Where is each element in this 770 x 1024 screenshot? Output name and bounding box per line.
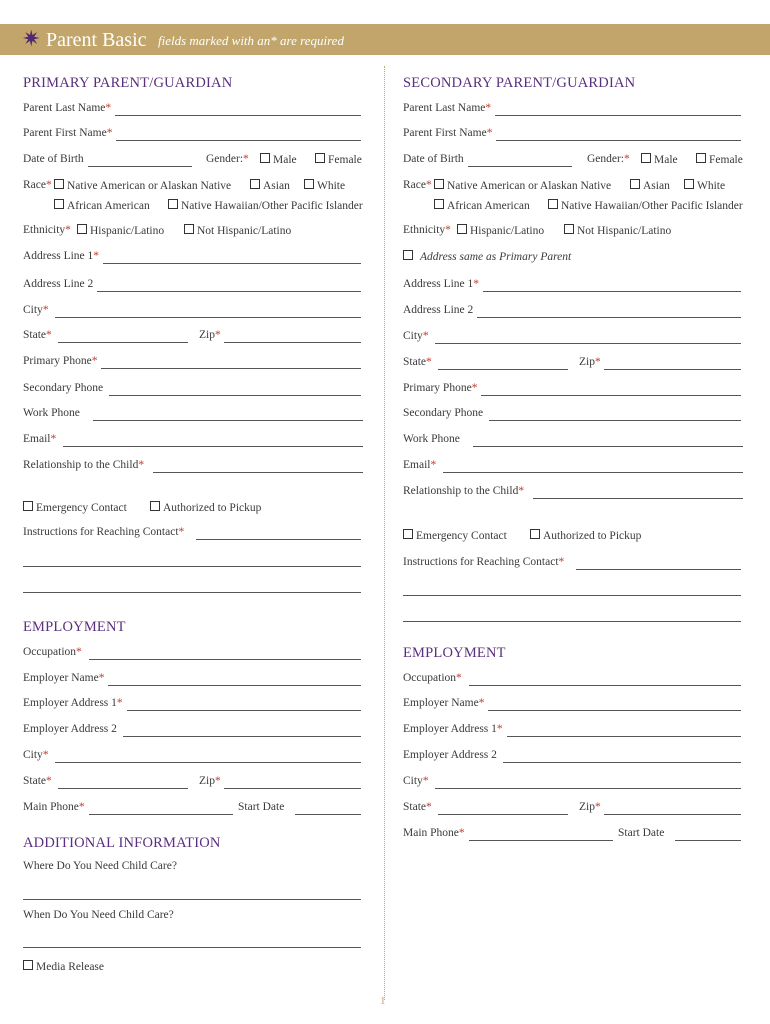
secondary-phone-field[interactable] xyxy=(109,395,361,396)
email-label: Email xyxy=(403,459,431,471)
occupation-label: Occupation xyxy=(403,672,457,684)
secondary-employer-city-row: City* xyxy=(403,775,745,793)
relationship-row: Relationship to the Child* xyxy=(23,459,365,477)
when-line xyxy=(23,934,365,952)
secondary-address1-field[interactable] xyxy=(483,291,741,292)
african-american-label: African American xyxy=(67,200,150,212)
address1-label: Address Line 1 xyxy=(23,250,94,262)
relationship-label: Relationship to the Child xyxy=(23,459,139,471)
employer-name-label: Employer Name xyxy=(23,672,99,684)
secondary-employer-address1-field[interactable] xyxy=(507,736,741,737)
primary-phone-field[interactable] xyxy=(101,368,361,369)
native-hawaiian-label: Native Hawaiian/Other Pacific Islander xyxy=(561,200,743,212)
employer-state-label: State xyxy=(403,801,426,813)
secondary-ethnicity-row: Ethnicity* Hispanic/Latino Not Hispanic/Latino xyxy=(403,224,672,237)
instructions-field[interactable] xyxy=(196,539,361,540)
white-checkbox[interactable] xyxy=(304,179,345,192)
where-row xyxy=(23,860,365,878)
zip-field[interactable] xyxy=(224,342,361,343)
secondary-primary-phone-field[interactable] xyxy=(481,395,741,396)
secondary-address2-row xyxy=(403,304,745,322)
white-label: White xyxy=(697,180,726,192)
dob-field[interactable] xyxy=(88,166,192,167)
secondary-occupation-field[interactable] xyxy=(469,685,741,686)
instructions-label: Instructions for Reaching Contact xyxy=(403,556,559,568)
relationship-field[interactable] xyxy=(153,472,363,473)
city-label: City xyxy=(23,304,43,316)
employer-state-field[interactable] xyxy=(58,788,188,789)
email-row: Email* xyxy=(23,433,365,451)
secondary-email-field[interactable] xyxy=(443,472,743,473)
secondary-employer-city-field[interactable] xyxy=(435,788,741,789)
email-field[interactable] xyxy=(63,446,363,447)
race-label: Race xyxy=(23,179,46,191)
gender-label: Gender: xyxy=(206,153,244,165)
employer-state-zip-row: State* Zip* xyxy=(23,775,365,793)
secondary-instructions-field[interactable] xyxy=(576,569,741,570)
female-label: Female xyxy=(328,154,362,166)
secondary-hispanic-checkbox[interactable] xyxy=(457,224,544,237)
city-label: City xyxy=(403,330,423,342)
native-american-label: Native American or Alaskan Native xyxy=(447,180,612,192)
not-hispanic-checkbox[interactable] xyxy=(184,224,291,237)
employer-city-row: City* xyxy=(23,749,365,767)
employer-address2-label: Employer Address 2 xyxy=(23,723,117,735)
employer-city-field[interactable] xyxy=(55,762,361,763)
last-name-label: Parent Last Name xyxy=(403,102,486,114)
address2-field[interactable] xyxy=(97,291,361,292)
secondary-phone-label: Secondary Phone xyxy=(23,382,104,394)
secondary-employer-address2-field[interactable] xyxy=(503,762,741,763)
secondary-male-checkbox[interactable] xyxy=(641,153,678,166)
secondary-instructions-row: Instructions for Reaching Contact* xyxy=(403,556,745,574)
emergency-contact-checkbox[interactable] xyxy=(23,501,127,514)
address1-label: Address Line 1 xyxy=(403,278,474,290)
asian-label: Asian xyxy=(263,180,290,192)
secondary-white-checkbox[interactable] xyxy=(684,179,725,192)
instructions-line-3 xyxy=(23,579,365,597)
employer-address1-label: Employer Address 1 xyxy=(23,697,117,709)
primary-city-row: City* xyxy=(23,304,365,322)
primary-race-row: Race* Native American or Alaskan Native Asian White xyxy=(23,179,346,192)
page-number: 1 xyxy=(380,995,386,1007)
main-phone-row: Main Phone* Start Date xyxy=(23,801,365,819)
first-name-field[interactable] xyxy=(116,140,361,141)
when-label: When Do You Need Child Care? xyxy=(23,909,174,921)
zip-label: Zip xyxy=(199,329,215,341)
emergency-contact-label: Emergency Contact xyxy=(36,502,127,514)
main-phone-field[interactable] xyxy=(89,814,233,815)
race-label: Race xyxy=(403,179,426,191)
dob-label: Date of Birth xyxy=(23,153,84,165)
column-divider xyxy=(384,66,385,1000)
instructions-field-2[interactable] xyxy=(23,566,361,567)
same-address-checkbox[interactable] xyxy=(403,250,571,263)
secondary-main-phone-field[interactable] xyxy=(469,840,613,841)
secondary-secondary-phone-field[interactable] xyxy=(489,420,741,421)
secondary-relationship-field[interactable] xyxy=(533,498,743,499)
employer-state-label: State xyxy=(23,775,46,787)
additional-heading: ADDITIONAL INFORMATION xyxy=(23,835,221,851)
primary-phone-label: Primary Phone xyxy=(403,382,472,394)
secondary-phone-label: Secondary Phone xyxy=(403,407,484,419)
same-address-label: Address same as Primary Parent xyxy=(420,251,572,263)
secondary-primary-phone-row: Primary Phone* xyxy=(403,382,745,400)
authorized-pickup-label: Authorized to Pickup xyxy=(543,530,642,542)
state-label: State xyxy=(23,329,46,341)
secondary-start-date-field[interactable] xyxy=(675,840,741,841)
main-phone-label: Main Phone xyxy=(23,801,79,813)
secondary-asian-checkbox[interactable] xyxy=(630,179,670,192)
hispanic-label: Hispanic/Latino xyxy=(90,225,165,237)
employer-city-label: City xyxy=(23,749,43,761)
secondary-phone-row xyxy=(23,382,365,400)
employer-name-row: Employer Name* xyxy=(23,672,365,690)
secondary-email-row: Email* xyxy=(403,459,745,477)
work-phone-label: Work Phone xyxy=(403,433,460,445)
primary-address1-row: Address Line 1* xyxy=(23,250,365,268)
ethnicity-label: Ethnicity xyxy=(403,224,446,236)
primary-phone-label: Primary Phone xyxy=(23,355,92,367)
secondary-employer-address1-row: Employer Address 1* xyxy=(403,723,745,741)
secondary-first-name-field[interactable] xyxy=(496,140,741,141)
address2-label: Address Line 2 xyxy=(23,278,94,290)
instructions-line-2 xyxy=(23,553,365,571)
required-note: fields marked with an* are required xyxy=(158,33,344,48)
secondary-last-name-row: Parent Last Name* xyxy=(403,102,745,120)
secondary-race-row: Race* Native American or Alaskan Native Asian White xyxy=(403,179,726,192)
secondary-address2-field[interactable] xyxy=(477,317,741,318)
occupation-row: Occupation* xyxy=(23,646,365,664)
media-release-checkbox[interactable] xyxy=(23,960,104,973)
start-date-label: Start Date xyxy=(238,801,285,813)
first-name-label: Parent First Name xyxy=(403,127,487,139)
secondary-instructions-line-3 xyxy=(403,608,745,626)
native-american-label: Native American or Alaskan Native xyxy=(67,180,232,192)
secondary-employer-zip-field[interactable] xyxy=(604,814,741,815)
female-label: Female xyxy=(709,154,743,166)
secondary-employment-heading: EMPLOYMENT xyxy=(403,645,506,661)
primary-race-row-2 xyxy=(23,199,365,217)
employer-zip-field[interactable] xyxy=(224,788,361,789)
asian-checkbox[interactable] xyxy=(250,179,290,192)
primary-ethnicity-row: Ethnicity* Hispanic/Latino Not Hispanic/Latino xyxy=(23,224,292,237)
email-label: Email xyxy=(23,433,51,445)
first-name-label: Parent First Name xyxy=(23,127,107,139)
secondary-employer-name-field[interactable] xyxy=(488,710,741,711)
form-banner xyxy=(0,24,770,55)
contact-options-row xyxy=(23,501,365,519)
primary-state-zip-row: State* Zip* xyxy=(23,329,365,347)
male-label: Male xyxy=(273,154,297,166)
secondary-state-field[interactable] xyxy=(438,369,568,370)
secondary-instructions-field-2[interactable] xyxy=(403,595,741,596)
secondary-native-hawaiian-checkbox[interactable] xyxy=(548,199,743,212)
last-name-label: Parent Last Name xyxy=(23,102,106,114)
dob-label: Date of Birth xyxy=(403,153,464,165)
native-american-checkbox[interactable] xyxy=(54,179,231,192)
secondary-last-name-field[interactable] xyxy=(495,115,741,116)
instructions-field-3[interactable] xyxy=(23,592,361,593)
employer-city-label: City xyxy=(403,775,423,787)
secondary-employer-state-zip-row: State* Zip* xyxy=(403,801,745,819)
state-field[interactable] xyxy=(58,342,188,343)
secondary-first-name-row: Parent First Name* xyxy=(403,127,745,145)
female-checkbox[interactable] xyxy=(315,153,362,166)
occupation-label: Occupation xyxy=(23,646,77,658)
gender-label: Gender: xyxy=(587,153,625,165)
secondary-authorized-pickup-checkbox[interactable] xyxy=(530,529,641,542)
relationship-label: Relationship to the Child xyxy=(403,485,519,497)
primary-first-name-row: Parent First Name* xyxy=(23,127,365,145)
secondary-female-checkbox[interactable] xyxy=(696,153,743,166)
main-phone-label: Main Phone xyxy=(403,827,459,839)
secondary-native-american-checkbox[interactable] xyxy=(434,179,611,192)
secondary-employer-address2-row xyxy=(403,749,745,767)
authorized-pickup-checkbox[interactable] xyxy=(150,501,261,514)
when-field[interactable] xyxy=(23,947,361,948)
primary-heading: PRIMARY PARENT/GUARDIAN xyxy=(23,75,233,91)
not-hispanic-label: Not Hispanic/Latino xyxy=(577,225,672,237)
secondary-instructions-line-2 xyxy=(403,582,745,600)
employer-name-label: Employer Name xyxy=(403,697,479,709)
address1-field[interactable] xyxy=(103,263,361,264)
secondary-dob-field[interactable] xyxy=(468,166,572,167)
start-date-label: Start Date xyxy=(618,827,665,839)
emergency-contact-label: Emergency Contact xyxy=(416,530,507,542)
where-label: Where Do You Need Child Care? xyxy=(23,860,177,872)
secondary-secondary-phone-row xyxy=(403,407,745,425)
form-title: Parent Basic xyxy=(46,29,147,51)
occupation-field[interactable] xyxy=(89,659,361,660)
last-name-field[interactable] xyxy=(115,115,361,116)
secondary-african-american-checkbox[interactable] xyxy=(434,199,530,212)
secondary-employer-name-row: Employer Name* xyxy=(403,697,745,715)
secondary-contact-options-row xyxy=(403,529,745,547)
secondary-occupation-row: Occupation* xyxy=(403,672,745,690)
ethnicity-label: Ethnicity xyxy=(23,224,66,236)
employer-zip-label: Zip xyxy=(199,775,215,787)
start-date-field[interactable] xyxy=(295,814,361,815)
city-field[interactable] xyxy=(55,317,361,318)
secondary-instructions-field-3[interactable] xyxy=(403,621,741,622)
primary-employment-heading: EMPLOYMENT xyxy=(23,619,126,635)
secondary-relationship-row: Relationship to the Child* xyxy=(403,485,745,503)
secondary-city-row: City* xyxy=(403,330,745,348)
primary-dob-row: Date of Birth Gender:* Male Female xyxy=(23,153,362,166)
employer-address2-field[interactable] xyxy=(123,736,361,737)
primary-address2-row xyxy=(23,278,365,296)
authorized-pickup-label: Authorized to Pickup xyxy=(163,502,262,514)
when-row xyxy=(23,909,365,927)
employer-address1-field[interactable] xyxy=(127,710,361,711)
secondary-address1-row: Address Line 1* xyxy=(403,278,745,296)
instructions-label: Instructions for Reaching Contact xyxy=(23,526,179,538)
secondary-not-hispanic-checkbox[interactable] xyxy=(564,224,671,237)
primary-phone-row: Primary Phone* xyxy=(23,355,365,373)
secondary-heading: SECONDARY PARENT/GUARDIAN xyxy=(403,75,636,91)
secondary-state-zip-row: State* Zip* xyxy=(403,356,745,374)
address2-label: Address Line 2 xyxy=(403,304,474,316)
state-label: State xyxy=(403,356,426,368)
secondary-dob-row: Date of Birth Gender:* Male Female xyxy=(403,153,743,166)
secondary-work-phone-row xyxy=(403,433,745,451)
male-checkbox[interactable] xyxy=(260,153,297,166)
asian-label: Asian xyxy=(643,180,670,192)
not-hispanic-label: Not Hispanic/Latino xyxy=(197,225,292,237)
native-hawaiian-checkbox[interactable] xyxy=(168,199,363,212)
zip-label: Zip xyxy=(579,356,595,368)
secondary-main-phone-row: Main Phone* Start Date xyxy=(403,827,745,845)
employer-address1-row: Employer Address 1* xyxy=(23,697,365,715)
work-phone-label: Work Phone xyxy=(23,407,80,419)
african-american-checkbox[interactable] xyxy=(54,199,150,212)
male-label: Male xyxy=(654,154,678,166)
secondary-work-phone-field[interactable] xyxy=(473,446,743,447)
media-release-row xyxy=(23,960,365,978)
secondary-zip-field[interactable] xyxy=(604,369,741,370)
hispanic-label: Hispanic/Latino xyxy=(470,225,545,237)
employer-name-field[interactable] xyxy=(108,685,361,686)
media-release-label: Media Release xyxy=(36,961,105,973)
employer-address2-label: Employer Address 2 xyxy=(403,749,497,761)
where-field[interactable] xyxy=(23,899,361,900)
secondary-race-row-2 xyxy=(403,199,745,217)
white-label: White xyxy=(317,180,346,192)
secondary-employer-state-field[interactable] xyxy=(438,814,568,815)
primary-last-name-row: Parent Last Name* xyxy=(23,102,365,120)
employer-zip-label: Zip xyxy=(579,801,595,813)
hispanic-checkbox[interactable] xyxy=(77,224,164,237)
work-phone-row xyxy=(23,407,365,425)
same-address-row xyxy=(403,250,745,268)
african-american-label: African American xyxy=(447,200,530,212)
star-icon: ✷ xyxy=(22,26,41,51)
native-hawaiian-label: Native Hawaiian/Other Pacific Islander xyxy=(181,200,363,212)
employer-address2-row xyxy=(23,723,365,741)
where-line xyxy=(23,886,365,904)
instructions-row: Instructions for Reaching Contact* xyxy=(23,526,365,544)
work-phone-field[interactable] xyxy=(93,420,363,421)
employer-address1-label: Employer Address 1 xyxy=(403,723,497,735)
secondary-city-field[interactable] xyxy=(435,343,741,344)
secondary-emergency-contact-checkbox[interactable] xyxy=(403,529,507,542)
